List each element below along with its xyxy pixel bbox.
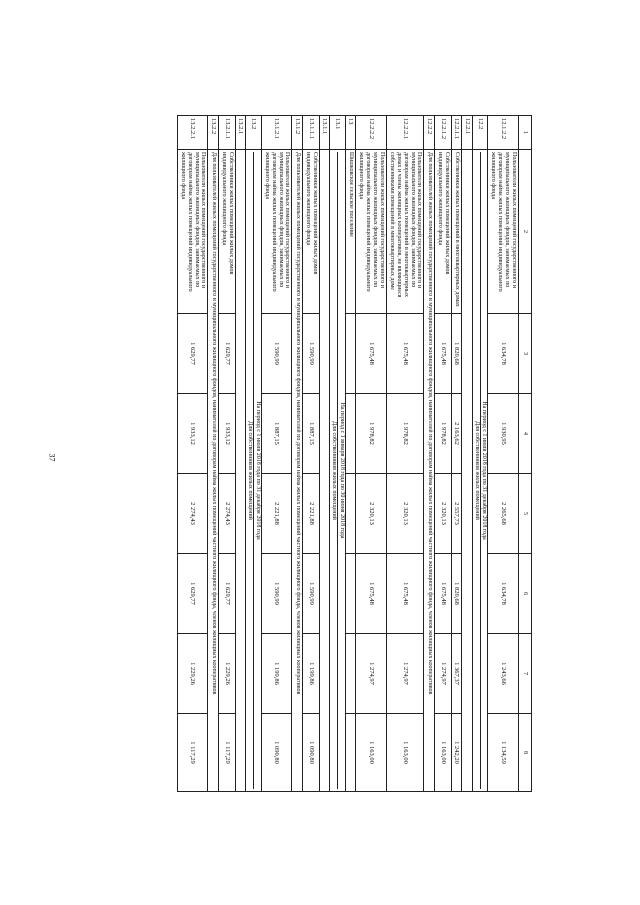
- table-row: [488, 116, 519, 792]
- tariff-value: 2 274,43: [218, 474, 235, 554]
- tariff-value: 2 320,13: [434, 474, 451, 554]
- tariff-value: 2 274,43: [177, 474, 208, 554]
- tariff-value: 1 675,48: [434, 554, 451, 634]
- row-name: Пользователи жилых помещений государственного и муниципального жилищных фондов, занимаемых по договорам найма жилых помещений индивидуального жилищного фонда: [488, 150, 519, 314]
- group-title: Для пользователей жилых помещений государственного и муниципального жилищного фондов, нанимателей по договорам найма жилых помещений частного жилищного фонда, членов жилищных кооперативов: [292, 150, 302, 792]
- subsection-code: 13.1.1: [319, 116, 329, 150]
- section-period: На период с 1 июля 2018 года по 31 декабря 2018 года: [480, 152, 488, 789]
- table-row: [302, 116, 319, 792]
- tariff-value: 2 557,73: [451, 474, 461, 554]
- tariff-value: 1 243,66: [488, 634, 519, 714]
- row-code: 12.2.2.1: [387, 116, 424, 150]
- section-row: [330, 116, 346, 792]
- table-row: [218, 116, 235, 792]
- row-code: 13.2.1.1: [218, 116, 235, 150]
- tariff-value: [345, 634, 355, 714]
- row-code: 13.1.1.1: [302, 116, 319, 150]
- column-number: 6: [519, 554, 532, 634]
- tariff-value: 1 675,48: [356, 554, 387, 634]
- tariff-value: 1 634,78: [488, 554, 519, 634]
- group-title: Для пользователей жилых помещений государственного и муниципального жилищного фондов, нанимателей по договорам найма жилых помещений частного жилищного фонда, членов жилищных кооперативов: [424, 150, 434, 792]
- row-code: 13.1.2.1: [261, 116, 292, 150]
- rotated-table-wrapper: [107, 115, 532, 791]
- tariff-value: 2 320,13: [387, 474, 424, 554]
- tariff-value: 1 242,20: [451, 714, 461, 792]
- row-name: Пользователи жилых помещений государственного и муниципального жилищных фондов, занимаемых по договорам найма жилых помещений индивидуального жилищного фонда: [261, 150, 292, 314]
- tariff-value: 1 590,99: [302, 554, 319, 634]
- table-row: [387, 116, 424, 792]
- column-number: 4: [519, 394, 532, 474]
- tariff-table: [177, 115, 532, 792]
- table-row: [177, 116, 208, 792]
- tariff-value: 1 629,77: [177, 554, 208, 634]
- tariff-value: 1 675,48: [387, 314, 424, 394]
- table-row: [424, 116, 434, 792]
- subsection-code: 13.2.1: [235, 116, 245, 150]
- section-row: [246, 116, 262, 792]
- row-code: 12.2.2.2: [356, 116, 387, 150]
- tariff-value: 1 274,97: [387, 634, 424, 714]
- row-code: 12.2.1.1: [451, 116, 461, 150]
- column-number: 5: [519, 474, 532, 554]
- column-number: 2: [519, 150, 532, 314]
- tariff-value: 1 887,15: [302, 394, 319, 474]
- section-subtitle: Для собственников жилых помещений: [331, 421, 338, 520]
- subsection-row: [462, 116, 472, 792]
- row-name: Собственники жилых помещений в многоквартирных домах: [451, 150, 461, 314]
- section-title: [246, 150, 262, 792]
- subsection-row: [319, 116, 329, 792]
- subsection-row: [235, 116, 245, 792]
- tariff-value: 1 933,12: [177, 394, 208, 474]
- tariff-value: 1 117,29: [177, 714, 208, 792]
- tariff-value: [345, 394, 355, 474]
- tariff-value: 2 221,88: [302, 474, 319, 554]
- tariff-value: 1 590,99: [261, 554, 292, 634]
- table-row: [292, 116, 302, 792]
- column-number: 1: [519, 116, 532, 150]
- subsection-blank: [462, 150, 472, 792]
- tariff-value: 1 367,37: [451, 634, 461, 714]
- tariff-value: 1 229,26: [177, 634, 208, 714]
- row-name: Пользователи жилых помещений государственного и муниципального жилищных фондов, занимаемых по договорам найма жилых помещений индивидуального жилищного фонда: [177, 150, 208, 314]
- tariff-value: 1 590,99: [302, 314, 319, 394]
- tariff-value: [345, 554, 355, 634]
- subsection-code: 12.2.1: [462, 116, 472, 150]
- tariff-value: 1 163,00: [356, 714, 387, 792]
- table-header-row: [519, 116, 532, 792]
- tariff-value: 1 887,15: [261, 394, 292, 474]
- tariff-value: 1 199,86: [302, 634, 319, 714]
- tariff-value: 1 675,48: [434, 314, 451, 394]
- page-number: 37: [47, 453, 57, 462]
- tariff-value: 1 090,80: [302, 714, 319, 792]
- tariff-value: 1 933,12: [218, 394, 235, 474]
- table-row: [434, 116, 451, 792]
- tariff-value: 1 163,00: [434, 714, 451, 792]
- row-code: 13.2.2: [208, 116, 218, 150]
- tariff-value: 1 978,82: [356, 394, 387, 474]
- tariff-value: 1 820,68: [451, 554, 461, 634]
- row-name: Собственники жилых помещений жилых домов индивидуального жилищного фонда: [434, 150, 451, 314]
- column-number: 8: [519, 714, 532, 792]
- tariff-value: [345, 474, 355, 554]
- tariff-value: 1 117,29: [218, 714, 235, 792]
- table-row: [356, 116, 387, 792]
- row-code: 13.1.2: [292, 116, 302, 150]
- section-period: На период с 1 июля 2018 года по 31 декабря 2018 года: [253, 152, 261, 789]
- tariff-value: 1 675,48: [356, 314, 387, 394]
- tariff-value: 2 221,88: [261, 474, 292, 554]
- row-name: Пользователи жилых помещений государственного и муниципального жилищных фондов, занимаемых по договорам найма жилых помещений индивидуального жилищного фонда: [356, 150, 387, 314]
- subsection-blank: [235, 150, 245, 792]
- column-number: 7: [519, 634, 532, 714]
- tariff-value: 1 629,77: [177, 314, 208, 394]
- row-name: Пользователи жилых помещений государственного и муниципального жилищных фондов, занимаемых по договорам найма жилых помещений в многоквартирных домах и члены жилищных кооперативов, не являющиеся собственниками помещений в многоквартирных доме: [387, 150, 424, 314]
- row-name: Шишковское сельское поселение: [345, 150, 355, 314]
- tariff-value: 1 163,00: [387, 714, 424, 792]
- tariff-value: 2 320,13: [356, 474, 387, 554]
- section-subtitle: Для собственников жилых помещений: [473, 421, 480, 520]
- tariff-value: 1 090,80: [261, 714, 292, 792]
- tariff-value: 1 274,97: [434, 634, 451, 714]
- table-row: [451, 116, 461, 792]
- group-title: Для пользователей жилых помещений государственного и муниципального жилищного фондов, нанимателей по договорам найма жилых помещений частного жилищного фонда, членов жилищных кооперативов: [208, 150, 218, 792]
- tariff-value: 1 199,86: [261, 634, 292, 714]
- row-code: 12.1.2.2: [488, 116, 519, 150]
- tariff-value: 2 265,68: [488, 474, 519, 554]
- tariff-value: 1 930,95: [488, 394, 519, 474]
- tariff-value: [345, 314, 355, 394]
- tariff-value: 1 820,68: [451, 314, 461, 394]
- section-code: 12.2: [472, 116, 488, 150]
- tariff-value: 2 163,62: [451, 394, 461, 474]
- table-body: [177, 116, 531, 792]
- tariff-value: 1 629,77: [218, 554, 235, 634]
- tariff-value: [345, 714, 355, 792]
- section-period: На период с 1 января 2018 года по 30 июня 2018 года: [337, 152, 345, 789]
- tariff-value: 1 229,26: [218, 634, 235, 714]
- row-name: Собственники жилых помещений жилых домов индивидуального жилищного фонда: [218, 150, 235, 314]
- section-title: [330, 150, 346, 792]
- section-code: 13.1: [330, 116, 346, 150]
- row-code: 13: [345, 116, 355, 150]
- tariff-value: 1 134,59: [488, 714, 519, 792]
- section-code: 13.2: [246, 116, 262, 150]
- subsection-blank: [319, 150, 329, 792]
- row-name: Собственники жилых помещений жилых домов индивидуального жилищного фонда: [302, 150, 319, 314]
- row-code: 12.2.2: [424, 116, 434, 150]
- section-title: [472, 150, 488, 792]
- row-code: 13.2.2.1: [177, 116, 208, 150]
- tariff-value: 1 634,78: [488, 314, 519, 394]
- tariff-value: 1 978,82: [387, 394, 424, 474]
- table-row: [345, 116, 355, 792]
- column-number: 3: [519, 314, 532, 394]
- table-row: [208, 116, 218, 792]
- table-row: [261, 116, 292, 792]
- tariff-value: 1 978,82: [434, 394, 451, 474]
- tariff-value: 1 274,97: [356, 634, 387, 714]
- section-row: [472, 116, 488, 792]
- tariff-value: 1 629,77: [218, 314, 235, 394]
- row-code: 12.2.1.2: [434, 116, 451, 150]
- section-subtitle: Для собственников жилых помещений: [247, 421, 254, 520]
- tariff-value: 1 590,99: [261, 314, 292, 394]
- tariff-value: 1 675,48: [387, 554, 424, 634]
